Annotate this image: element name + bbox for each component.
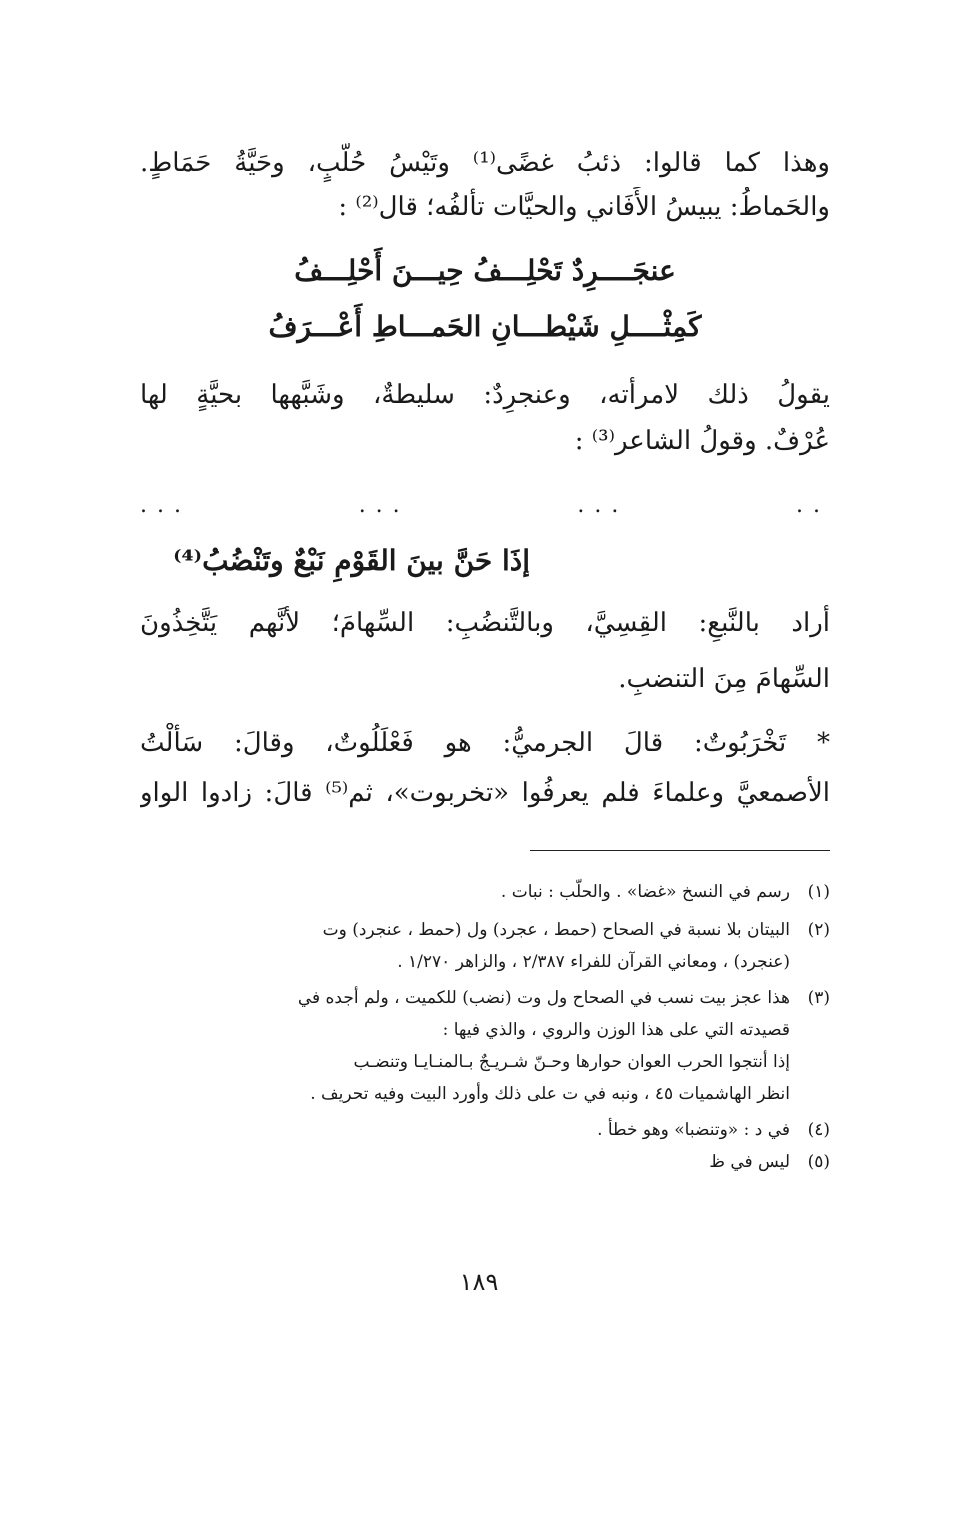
body-line-4: عُرْفٌ. وقولُ الشاعر⁽³⁾ :: [574, 426, 830, 456]
footnote-number: (١): [807, 882, 830, 902]
footnote-number: (٥): [807, 1152, 830, 1172]
footnote-4: [140, 1115, 830, 1145]
footnote-divider: [530, 850, 830, 851]
verse-line-1: عنجَــــرِدٌ تَحْلِـــفُ حِيـــنَ أَحْلِـــفُ: [294, 254, 676, 287]
body-line-3: يقولُ ذلك لامرأته، وعنجرِدٌ: سليطةٌ، وشَبَّهها بحيَّةٍ لها: [140, 380, 830, 410]
body-line-6: السِّهامَ مِنَ التنضبِ.: [618, 664, 830, 694]
body-line-5: أراد بالنَّبعِ: القِسِيَّ، وبالتَّنضُبِ: السِّهامَ؛ لأنَّهم يَتَّخِذُونَ: [140, 608, 830, 638]
footnote-text: في د : «وتنضبا» وهو خطأ .: [597, 1120, 790, 1140]
footnote-2-cont: (عنجرد) ، ومعاني القرآن للفراء ٢/٣٨٧ ، والزاهر ١/٢٧٠ .: [397, 952, 790, 972]
verse-line-2: كَمِثْــــلِ شَيْطـــانِ الحَمـــاطِ أَعْـــرَفُ: [268, 310, 702, 343]
ellipsis-4: ..: [796, 493, 830, 518]
footnote-5: [140, 1147, 830, 1177]
footnote-1: [140, 877, 830, 907]
body-line-1: وهذا كما قالوا: ذئبُ غضًى⁽¹⁾ وتَيْسُ حُلَّبٍ، وحَيَّةُ حَمَاطٍ.: [140, 148, 830, 178]
body-line-2: والحَماطُ: يبيسُ الأَفَاني والحيَّات تألفُه؛ قال⁽²⁾ :: [338, 192, 830, 222]
footnote-number: (٢): [807, 920, 830, 940]
footnote-text: رسم في النسخ «غضا» . والحلّب : نبات .: [500, 882, 790, 902]
body-line-7: * تَخْرَبُوتٌ: قالَ الجرميُّ: هو فَعْلَلُوتٌ، وقالَ: سَأَلْتُ: [140, 728, 830, 758]
ellipsis-1: ...: [140, 493, 192, 518]
footnote-text: هذا عجز بيت نسب في الصحاح ول وت (نضب) للكميت ، ولم أجده في: [297, 988, 790, 1008]
ellipsis-2: ...: [358, 493, 410, 518]
ellipsis-row: [140, 493, 830, 523]
body-line-8: الأصمعيَّ وعلماءَ فلم يعرفُوا «تخربوت»، ثم⁽⁵⁾ قالَ: زادوا الواو: [140, 778, 830, 808]
footnote-number: (٤): [807, 1120, 830, 1140]
footnote-text: البيتان بلا نسبة في الصحاح (حمط ، عجرد) ول (حمط ، عنجرد) وت: [322, 920, 790, 940]
page-number: ١٨٩: [459, 1268, 499, 1296]
footnote-2: [140, 915, 830, 945]
footnote-number: (٣): [807, 988, 830, 1008]
ellipsis-3: ...: [577, 493, 629, 518]
footnote-text: ليس في ظ: [709, 1152, 790, 1172]
footnote-3: [140, 983, 830, 1013]
footnote-3-cont: قصيدته التي على هذا الوزن والروي ، والذي فيها :: [442, 1020, 790, 1040]
footnote-3-poem: إذا أنتجوا الحرب العوان حوارها وحـنّ شـريـجٌ بـالمنـايـا وتنضـب: [353, 1052, 790, 1072]
footnote-3-after: انظر الهاشميات ٤٥ ، ونبه في ت على ذلك وأورد البيت وفيه تحريف .: [310, 1084, 790, 1104]
verse-hemistich: إذَا حَنَّ بينَ القَوْمِ نَبْعٌ وتَنْضُبُ⁽⁴⁾: [173, 544, 530, 577]
